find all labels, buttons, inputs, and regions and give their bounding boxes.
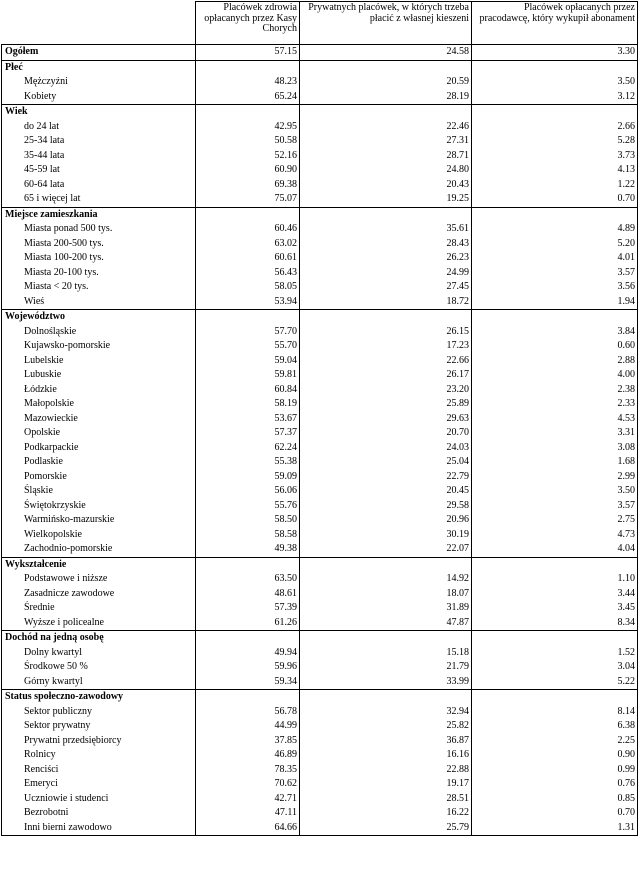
group-empty-cell xyxy=(472,60,638,75)
row-label: 25-34 lata xyxy=(2,134,196,149)
total-value-2: 24.58 xyxy=(300,45,472,61)
row-label: 45-59 lat xyxy=(2,163,196,178)
table-row xyxy=(2,295,638,310)
row-label: 65 i więcej lat xyxy=(2,192,196,207)
row-label: Dolnośląskie xyxy=(2,325,196,340)
row-value-1: 56.06 xyxy=(196,484,300,499)
row-value-3: 3.73 xyxy=(472,149,638,164)
row-value-1: 62.24 xyxy=(196,441,300,456)
group-empty-cell xyxy=(472,557,638,572)
row-value-2: 21.79 xyxy=(300,660,472,675)
group-empty-cell xyxy=(300,310,472,325)
row-label: Wieś xyxy=(2,295,196,310)
row-value-3: 3.45 xyxy=(472,601,638,616)
row-value-1: 58.19 xyxy=(196,397,300,412)
row-value-3: 3.50 xyxy=(472,75,638,90)
row-label: Miasta 20-100 tys. xyxy=(2,266,196,281)
row-value-1: 60.84 xyxy=(196,383,300,398)
row-value-1: 63.02 xyxy=(196,237,300,252)
row-value-3: 3.56 xyxy=(472,280,638,295)
row-value-1: 46.89 xyxy=(196,748,300,763)
row-value-3: 5.20 xyxy=(472,237,638,252)
table-row xyxy=(2,441,638,456)
row-value-1: 61.26 xyxy=(196,616,300,631)
row-value-2: 32.94 xyxy=(300,705,472,720)
table-row xyxy=(2,222,638,237)
row-value-2: 22.07 xyxy=(300,542,472,557)
row-value-2: 20.45 xyxy=(300,484,472,499)
row-value-1: 60.61 xyxy=(196,251,300,266)
row-value-2: 28.51 xyxy=(300,792,472,807)
table-row xyxy=(2,192,638,207)
row-value-3: 1.68 xyxy=(472,455,638,470)
row-value-3: 4.00 xyxy=(472,368,638,383)
table-row xyxy=(2,499,638,514)
row-value-1: 48.61 xyxy=(196,587,300,602)
group-title: Płeć xyxy=(2,60,196,75)
table-row xyxy=(2,616,638,631)
header-kasy-chorych: Placówek zdrowia opłacanych przez Kasy Chorych xyxy=(196,2,300,45)
table-row xyxy=(2,354,638,369)
row-value-3: 2.66 xyxy=(472,120,638,135)
row-value-3: 1.31 xyxy=(472,821,638,836)
row-label: Lubelskie xyxy=(2,354,196,369)
row-value-3: 2.88 xyxy=(472,354,638,369)
row-value-1: 57.39 xyxy=(196,601,300,616)
row-value-1: 53.67 xyxy=(196,412,300,427)
row-value-1: 58.50 xyxy=(196,513,300,528)
table-row xyxy=(2,763,638,778)
row-value-2: 22.88 xyxy=(300,763,472,778)
row-label: Pomorskie xyxy=(2,470,196,485)
row-value-3: 3.31 xyxy=(472,426,638,441)
row-label: Kobiety xyxy=(2,90,196,105)
row-value-2: 25.82 xyxy=(300,719,472,734)
row-value-1: 69.38 xyxy=(196,178,300,193)
row-value-1: 64.66 xyxy=(196,821,300,836)
row-value-3: 1.22 xyxy=(472,178,638,193)
row-value-3: 1.10 xyxy=(472,572,638,587)
group-empty-cell xyxy=(196,105,300,120)
table-row xyxy=(2,806,638,821)
group-empty-cell xyxy=(300,105,472,120)
header-abonament-pracodawcy: Placówek opłacanych przez pracodawcę, który wykupił abonament xyxy=(472,2,638,45)
table-row xyxy=(2,734,638,749)
row-value-1: 56.43 xyxy=(196,266,300,281)
table-row xyxy=(2,251,638,266)
row-label: Sektor prywatny xyxy=(2,719,196,734)
row-label: Łódzkie xyxy=(2,383,196,398)
row-label: Renciści xyxy=(2,763,196,778)
row-value-3: 4.01 xyxy=(472,251,638,266)
row-value-3: 2.38 xyxy=(472,383,638,398)
row-label: Lubuskie xyxy=(2,368,196,383)
table-row xyxy=(2,397,638,412)
row-value-1: 59.96 xyxy=(196,660,300,675)
total-row xyxy=(2,45,638,61)
row-value-2: 16.16 xyxy=(300,748,472,763)
row-value-1: 37.85 xyxy=(196,734,300,749)
group-empty-cell xyxy=(196,310,300,325)
row-label: Opolskie xyxy=(2,426,196,441)
row-label: Świętokrzyskie xyxy=(2,499,196,514)
row-label: Górny kwartyl xyxy=(2,675,196,690)
total-value-3: 3.30 xyxy=(472,45,638,61)
table-row xyxy=(2,412,638,427)
group-empty-cell xyxy=(300,690,472,705)
row-value-2: 27.31 xyxy=(300,134,472,149)
row-value-2: 26.17 xyxy=(300,368,472,383)
group-empty-cell xyxy=(196,690,300,705)
row-label: Uczniowie i studenci xyxy=(2,792,196,807)
group-empty-cell xyxy=(300,557,472,572)
row-value-2: 24.99 xyxy=(300,266,472,281)
row-value-3: 4.89 xyxy=(472,222,638,237)
row-value-1: 57.37 xyxy=(196,426,300,441)
group-empty-cell xyxy=(300,207,472,222)
row-value-1: 78.35 xyxy=(196,763,300,778)
table-row xyxy=(2,748,638,763)
row-value-1: 55.70 xyxy=(196,339,300,354)
group-title: Województwo xyxy=(2,310,196,325)
table-row xyxy=(2,675,638,690)
row-label: 35-44 lata xyxy=(2,149,196,164)
group-header-row xyxy=(2,631,638,646)
group-header-row xyxy=(2,690,638,705)
table-row xyxy=(2,280,638,295)
row-label: Miasta 100-200 tys. xyxy=(2,251,196,266)
row-value-1: 42.71 xyxy=(196,792,300,807)
row-value-3: 0.70 xyxy=(472,192,638,207)
row-value-2: 35.61 xyxy=(300,222,472,237)
group-empty-cell xyxy=(472,207,638,222)
group-empty-cell xyxy=(196,60,300,75)
row-value-3: 3.84 xyxy=(472,325,638,340)
group-title: Dochód na jedną osobę xyxy=(2,631,196,646)
table-row xyxy=(2,383,638,398)
row-value-2: 29.58 xyxy=(300,499,472,514)
row-value-3: 3.57 xyxy=(472,266,638,281)
table-row xyxy=(2,120,638,135)
row-value-2: 26.15 xyxy=(300,325,472,340)
row-value-2: 28.71 xyxy=(300,149,472,164)
row-value-2: 36.87 xyxy=(300,734,472,749)
row-value-3: 2.25 xyxy=(472,734,638,749)
row-value-1: 55.38 xyxy=(196,455,300,470)
row-label: Podstawowe i niższe xyxy=(2,572,196,587)
row-value-2: 24.80 xyxy=(300,163,472,178)
row-value-1: 57.70 xyxy=(196,325,300,340)
table-row xyxy=(2,470,638,485)
row-value-2: 16.22 xyxy=(300,806,472,821)
row-value-2: 17.23 xyxy=(300,339,472,354)
row-value-2: 20.96 xyxy=(300,513,472,528)
row-value-1: 59.81 xyxy=(196,368,300,383)
table-row xyxy=(2,792,638,807)
data-table xyxy=(1,1,638,836)
row-value-1: 56.78 xyxy=(196,705,300,720)
row-value-3: 4.04 xyxy=(472,542,638,557)
row-label: Podkarpackie xyxy=(2,441,196,456)
row-value-3: 3.57 xyxy=(472,499,638,514)
row-value-2: 25.89 xyxy=(300,397,472,412)
row-value-3: 2.99 xyxy=(472,470,638,485)
row-label: Średnie xyxy=(2,601,196,616)
row-value-1: 52.16 xyxy=(196,149,300,164)
table-row xyxy=(2,572,638,587)
row-value-2: 15.18 xyxy=(300,646,472,661)
row-value-3: 3.50 xyxy=(472,484,638,499)
group-empty-cell xyxy=(472,105,638,120)
table-row xyxy=(2,426,638,441)
header-blank-cell xyxy=(2,2,196,45)
group-empty-cell xyxy=(196,631,300,646)
table-row xyxy=(2,587,638,602)
row-value-1: 48.23 xyxy=(196,75,300,90)
row-value-3: 2.33 xyxy=(472,397,638,412)
table-row xyxy=(2,325,638,340)
row-value-2: 20.43 xyxy=(300,178,472,193)
group-empty-cell xyxy=(300,631,472,646)
row-value-2: 22.79 xyxy=(300,470,472,485)
row-label: Podlaskie xyxy=(2,455,196,470)
row-value-2: 25.79 xyxy=(300,821,472,836)
group-empty-cell xyxy=(196,207,300,222)
row-value-1: 44.99 xyxy=(196,719,300,734)
row-value-1: 59.34 xyxy=(196,675,300,690)
table-row xyxy=(2,719,638,734)
row-value-2: 23.20 xyxy=(300,383,472,398)
table-row xyxy=(2,821,638,836)
group-header-row xyxy=(2,105,638,120)
total-label: Ogółem xyxy=(2,45,196,61)
table-row xyxy=(2,513,638,528)
total-value-1: 57.15 xyxy=(196,45,300,61)
row-value-2: 33.99 xyxy=(300,675,472,690)
table-row xyxy=(2,646,638,661)
row-value-2: 31.89 xyxy=(300,601,472,616)
table-row xyxy=(2,178,638,193)
group-title: Miejsce zamieszkania xyxy=(2,207,196,222)
row-value-3: 3.12 xyxy=(472,90,638,105)
group-empty-cell xyxy=(196,557,300,572)
table-row xyxy=(2,266,638,281)
row-value-2: 19.25 xyxy=(300,192,472,207)
row-label: Wyższe i policealne xyxy=(2,616,196,631)
row-label: Wielkopolskie xyxy=(2,528,196,543)
table-row xyxy=(2,90,638,105)
group-empty-cell xyxy=(300,60,472,75)
row-value-1: 55.76 xyxy=(196,499,300,514)
table-row xyxy=(2,75,638,90)
row-value-2: 28.19 xyxy=(300,90,472,105)
row-value-3: 0.99 xyxy=(472,763,638,778)
row-value-2: 22.66 xyxy=(300,354,472,369)
row-value-2: 24.03 xyxy=(300,441,472,456)
row-value-2: 22.46 xyxy=(300,120,472,135)
row-label: Miasta < 20 tys. xyxy=(2,280,196,295)
row-value-2: 28.43 xyxy=(300,237,472,252)
table-row xyxy=(2,368,638,383)
row-label: 60-64 lata xyxy=(2,178,196,193)
row-value-1: 49.94 xyxy=(196,646,300,661)
row-value-2: 18.72 xyxy=(300,295,472,310)
header-prywatne-placowki: Prywatnych placówek, w których trzeba płacić z własnej kieszeni xyxy=(300,2,472,45)
table-row xyxy=(2,528,638,543)
row-value-2: 29.63 xyxy=(300,412,472,427)
table-row xyxy=(2,134,638,149)
row-value-1: 59.04 xyxy=(196,354,300,369)
row-label: Rolnicy xyxy=(2,748,196,763)
row-label: Mężczyźni xyxy=(2,75,196,90)
row-label: Dolny kwartyl xyxy=(2,646,196,661)
row-value-3: 6.38 xyxy=(472,719,638,734)
row-value-3: 5.28 xyxy=(472,134,638,149)
row-value-1: 42.95 xyxy=(196,120,300,135)
row-value-1: 58.58 xyxy=(196,528,300,543)
table-row xyxy=(2,484,638,499)
row-value-3: 4.73 xyxy=(472,528,638,543)
row-value-1: 47.11 xyxy=(196,806,300,821)
row-label: Inni bierni zawodowo xyxy=(2,821,196,836)
row-value-2: 14.92 xyxy=(300,572,472,587)
row-value-1: 75.07 xyxy=(196,192,300,207)
row-value-1: 50.58 xyxy=(196,134,300,149)
row-value-2: 47.87 xyxy=(300,616,472,631)
row-value-2: 19.17 xyxy=(300,777,472,792)
row-value-1: 58.05 xyxy=(196,280,300,295)
row-value-3: 3.44 xyxy=(472,587,638,602)
row-value-2: 18.07 xyxy=(300,587,472,602)
group-header-row xyxy=(2,310,638,325)
row-label: Zachodnio-pomorskie xyxy=(2,542,196,557)
row-label: do 24 lat xyxy=(2,120,196,135)
row-value-1: 65.24 xyxy=(196,90,300,105)
row-value-3: 3.04 xyxy=(472,660,638,675)
row-label: Miasta 200-500 tys. xyxy=(2,237,196,252)
row-value-3: 0.70 xyxy=(472,806,638,821)
row-label: Sektor publiczny xyxy=(2,705,196,720)
group-empty-cell xyxy=(472,690,638,705)
group-header-row xyxy=(2,60,638,75)
row-label: Warmińsko-mazurskie xyxy=(2,513,196,528)
row-value-1: 49.38 xyxy=(196,542,300,557)
table-row xyxy=(2,455,638,470)
row-value-3: 3.08 xyxy=(472,441,638,456)
row-label: Małopolskie xyxy=(2,397,196,412)
row-value-1: 70.62 xyxy=(196,777,300,792)
row-value-3: 2.75 xyxy=(472,513,638,528)
group-empty-cell xyxy=(472,310,638,325)
group-header-row xyxy=(2,207,638,222)
table-row xyxy=(2,705,638,720)
group-title: Wiek xyxy=(2,105,196,120)
row-value-3: 5.22 xyxy=(472,675,638,690)
row-value-3: 0.90 xyxy=(472,748,638,763)
header-row xyxy=(2,2,638,45)
row-value-2: 27.45 xyxy=(300,280,472,295)
row-value-2: 20.70 xyxy=(300,426,472,441)
group-title: Status społeczno-zawodowy xyxy=(2,690,196,705)
table-body xyxy=(2,45,638,836)
group-empty-cell xyxy=(472,631,638,646)
row-label: Miasta ponad 500 tys. xyxy=(2,222,196,237)
row-value-3: 0.60 xyxy=(472,339,638,354)
table-row xyxy=(2,149,638,164)
row-label: Środkowe 50 % xyxy=(2,660,196,675)
table-row xyxy=(2,601,638,616)
row-label: Kujawsko-pomorskie xyxy=(2,339,196,354)
table-row xyxy=(2,237,638,252)
row-value-3: 8.14 xyxy=(472,705,638,720)
table-header xyxy=(2,2,638,45)
row-label: Zasadnicze zawodowe xyxy=(2,587,196,602)
row-value-1: 63.50 xyxy=(196,572,300,587)
row-value-3: 1.94 xyxy=(472,295,638,310)
group-title: Wykształcenie xyxy=(2,557,196,572)
row-value-1: 53.94 xyxy=(196,295,300,310)
table-row xyxy=(2,660,638,675)
row-label: Bezrobotni xyxy=(2,806,196,821)
row-value-3: 8.34 xyxy=(472,616,638,631)
row-value-1: 60.46 xyxy=(196,222,300,237)
row-value-2: 20.59 xyxy=(300,75,472,90)
row-value-3: 0.85 xyxy=(472,792,638,807)
row-value-1: 60.90 xyxy=(196,163,300,178)
group-header-row xyxy=(2,557,638,572)
row-label: Mazowieckie xyxy=(2,412,196,427)
row-value-2: 30.19 xyxy=(300,528,472,543)
row-value-2: 25.04 xyxy=(300,455,472,470)
row-value-2: 26.23 xyxy=(300,251,472,266)
table-row xyxy=(2,163,638,178)
row-value-3: 4.53 xyxy=(472,412,638,427)
row-value-3: 4.13 xyxy=(472,163,638,178)
row-value-3: 0.76 xyxy=(472,777,638,792)
table-row xyxy=(2,777,638,792)
row-value-1: 59.09 xyxy=(196,470,300,485)
row-label: Śląskie xyxy=(2,484,196,499)
row-label: Prywatni przedsiębiorcy xyxy=(2,734,196,749)
row-value-3: 1.52 xyxy=(472,646,638,661)
row-label: Emeryci xyxy=(2,777,196,792)
table-row xyxy=(2,542,638,557)
table-row xyxy=(2,339,638,354)
